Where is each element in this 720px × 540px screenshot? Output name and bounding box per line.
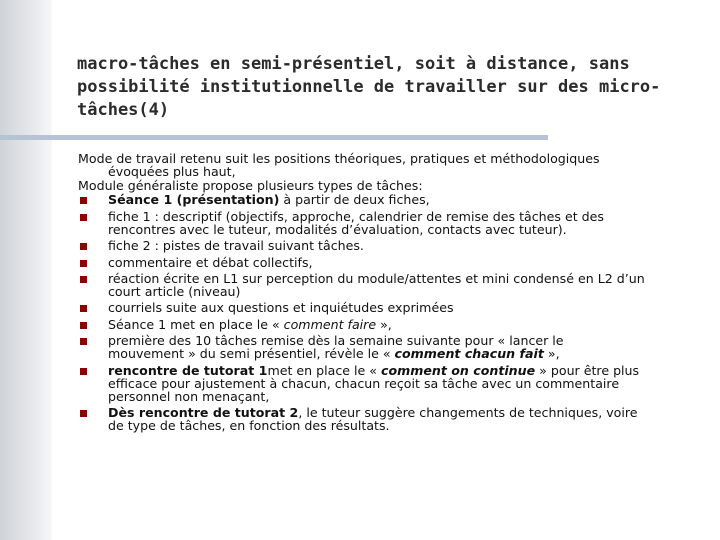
square-bullet-icon <box>80 260 87 267</box>
list-item: première des 10 tâches remise dès la semaine suivante pour « lancer le mouvement » du semi présentiel, révèle le « comment chacun fait », <box>78 334 710 360</box>
intro-line-2: Module généraliste propose plusieurs types de tâches: <box>78 178 423 194</box>
slide-body <box>78 152 710 436</box>
list-item: commentaire et débat collectifs, <box>78 256 710 269</box>
list-item: Dès rencontre de tutorat 2, le tuteur suggère changements de techniques, voire de type de tâches, en fonction des résultats. <box>78 406 710 432</box>
square-bullet-icon <box>80 305 87 312</box>
list-item: Séance 1 (présentation) à partir de deux fiches, <box>78 193 710 206</box>
square-bullet-icon <box>80 243 87 250</box>
task-list <box>78 193 710 432</box>
list-item: courriels suite aux questions et inquiétudes exprimées <box>78 301 710 314</box>
square-bullet-icon <box>80 338 87 345</box>
list-item: fiche 2 : pistes de travail suivant tâches. <box>78 239 710 252</box>
list-item: Séance 1 met en place le « comment faire », <box>78 318 710 331</box>
list-item: rencontre de tutorat 1met en place le « comment on continue » pour être plus efficace pour ajustement à chacun, chacun reçoit sa tâche avec un commentaire personnel non menaçant, <box>78 364 710 403</box>
square-bullet-icon <box>80 322 87 329</box>
square-bullet-icon <box>80 276 87 283</box>
slide-title: macro-tâches en semi-présentiel, soit à distance, sans possibilité institutionnelle de travailler sur des micro-tâches(4) <box>77 54 661 120</box>
intro-line-1: Mode de travail retenu suit les positions théoriques, pratiques et méthodologiques évoquées plus haut, <box>78 151 600 180</box>
list-item: fiche 1 : descriptif (objectifs, approche, calendrier de remise des tâches et des rencontres avec le tuteur, modalités d’évaluation, contacts avec tuteur). <box>78 210 710 236</box>
title-underline <box>0 135 548 140</box>
left-decorative-band <box>0 0 52 540</box>
list-item: réaction écrite en L1 sur perception du module/attentes et mini condensé en L2 d’un court article (niveau) <box>78 272 710 298</box>
square-bullet-icon <box>80 410 87 417</box>
square-bullet-icon <box>80 197 87 204</box>
square-bullet-icon <box>80 214 87 221</box>
square-bullet-icon <box>80 368 87 375</box>
